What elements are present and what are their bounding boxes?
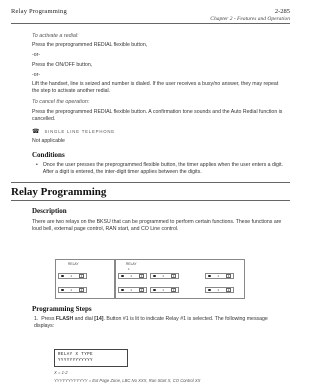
relay-panel-1: [55, 259, 115, 299]
activate-or-1: -or-: [32, 52, 41, 58]
relay-panel-2: [115, 259, 245, 299]
activate-line-2: Press the ON/OFF button,: [32, 62, 93, 68]
relay-key: 1 2: [150, 273, 179, 279]
led-icon: [121, 289, 124, 292]
activate-or-2: -or-: [32, 72, 41, 78]
conditions-item: • Once the user presses the preprogrammed flexible button, the timer applies when the user enters a digit. After a digit is entered, the inter-digit timer applies between the digits.: [36, 162, 283, 175]
activate-line-3: Lift the handset, line is seized and number is dialed. If the user receives a busy/no answer, they may repeat the step to activate another redial.: [32, 81, 279, 94]
dial-code: [14]: [94, 316, 104, 322]
lcd-display: [54, 349, 128, 367]
description-heading: Description: [32, 207, 67, 215]
relay-panel-2-sub: 1: [128, 267, 130, 271]
relay-key: 1 2: [205, 273, 234, 279]
relay-keypad-diagram: [55, 259, 245, 299]
cancel-heading: To cancel the operation:: [32, 99, 90, 105]
relay-key: 1 2: [205, 287, 234, 293]
relay-programming-heading: Relay Programming: [11, 186, 107, 198]
lcd-line-1: RELAY X TYPE: [58, 353, 93, 357]
conditions-heading: Conditions: [32, 151, 65, 159]
relay-key: 1 2: [58, 273, 87, 279]
led-icon: [61, 275, 64, 278]
header-divider: [11, 23, 290, 24]
telephone-icon: ☎: [32, 129, 40, 135]
cancel-text: Press the preprogrammed REDIAL flexible button. A confirmation tone sounds and the Auto Redial function is cancelled.: [32, 109, 283, 122]
led-icon: [208, 275, 211, 278]
relay-panel-2-title: RELAY: [126, 262, 137, 266]
step-1: 1. Press FLASH and dial [14]. Button #1 is lit to indicate Relay #1 is selected. The following message displays:: [34, 316, 268, 329]
section-divider-bottom: [11, 200, 290, 201]
relay-key: 1 2: [118, 287, 147, 293]
lcd-line-2: YYYYYYYYYYYY: [58, 359, 93, 363]
single-line-text: Not applicable: [32, 138, 65, 144]
relay-panel-1-title: RELAY: [68, 262, 79, 266]
note-x: X = 1-2: [54, 370, 68, 375]
header-title: Relay Programming: [11, 8, 67, 15]
programming-steps-heading: Programming Steps: [32, 305, 92, 313]
led-icon: [153, 289, 156, 292]
header-page-number: 2-285: [274, 8, 290, 15]
bullet-icon: •: [36, 162, 38, 168]
relay-key: 1 2: [58, 287, 87, 293]
led-icon: [121, 275, 124, 278]
led-icon: [208, 289, 211, 292]
note-y: YYYYYYYYYYYY = Ext Page Zone, LBC No XXX, Ran Start X, CO Control XX: [54, 378, 201, 383]
led-icon: [153, 275, 156, 278]
description-text: There are two relays on the BKSU that can be programmed to perform certain functions. These functions are loud bell, external page control, RAN start, and CO Line control.: [32, 219, 282, 232]
relay-key: 1 2: [118, 273, 147, 279]
flash-key: FLASH: [55, 316, 74, 322]
section-divider: [11, 182, 290, 183]
activate-heading: To activate a redial:: [32, 33, 79, 39]
header-subtitle: Chapter 2 - Features and Operation: [210, 16, 290, 22]
led-icon: [61, 289, 64, 292]
single-line-telephone-label: ☎ SINGLE LINE TELEPHONE: [32, 129, 115, 135]
relay-key: 1 2: [150, 287, 179, 293]
activate-line-1: Press the preprogrammed REDIAL flexible button,: [32, 42, 148, 48]
